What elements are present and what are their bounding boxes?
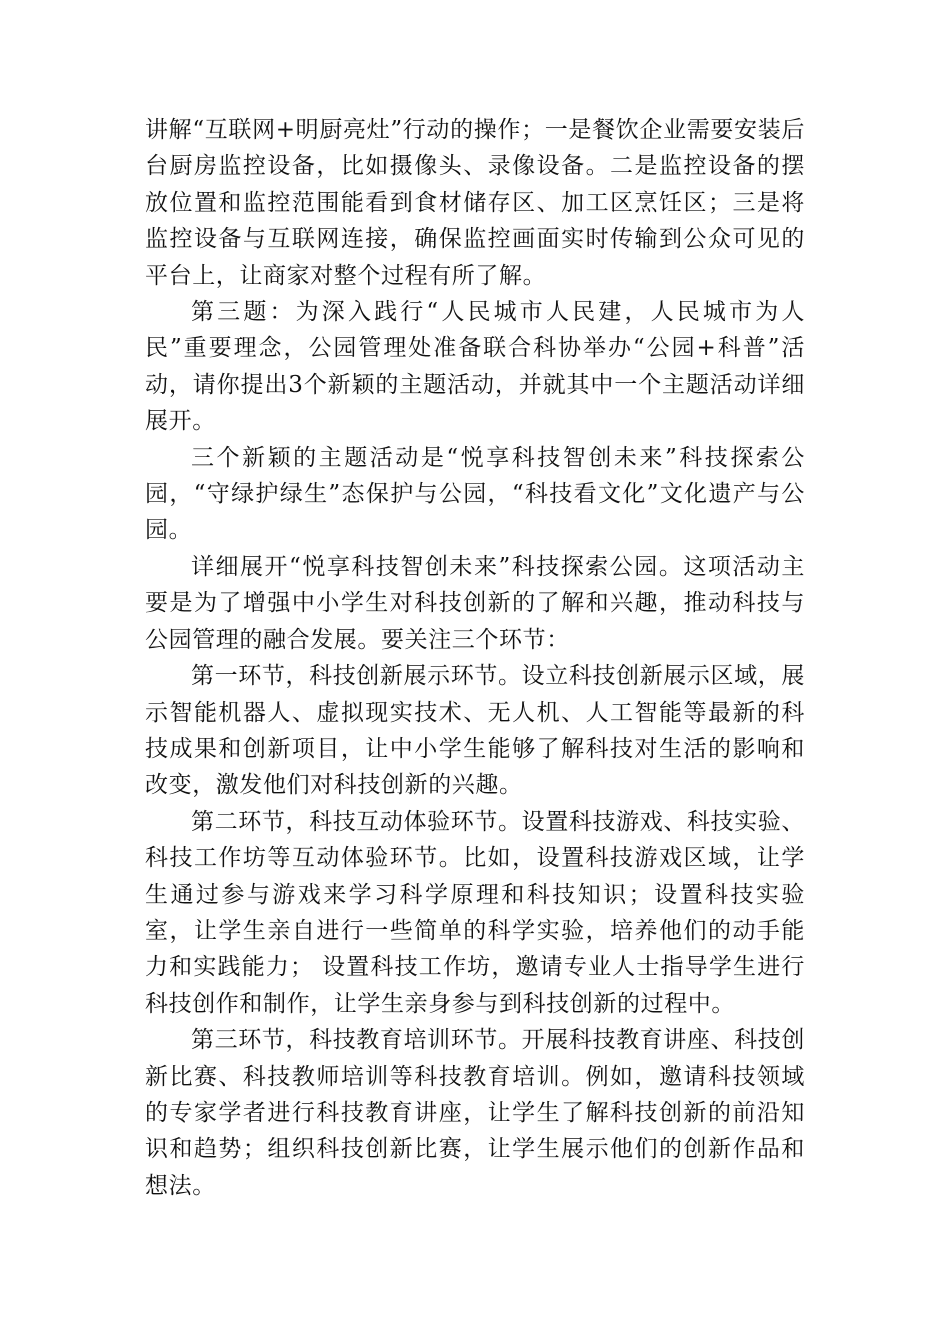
paragraph-stage-one: 第一环节，科技创新展示环节。设立科技创新展示区域，展示智能机器人、虚拟现实技术、无人机、人工智能等最新的科技成果和创新项目，让中小学生能够了解科技对生活的影响和改变，激发他们对科技创新的兴趣。	[145, 663, 805, 799]
paragraph-question-three: 第三题：为深入践行“人民城市人民建，人民城市为人民”重要理念，公园管理处准备联合科协举办“公园+科普”活动，请你提出3个新颖的主题活动，并就其中一个主题活动详细展开。	[145, 299, 805, 435]
paragraph-stage-three: 第三环节，科技教育培训环节。开展科技教育讲座、科技创新比赛、科技教师培训等科技教育培训。例如，邀请科技领域的专家学者进行科技教育讲座，让学生了解科技创新的前沿知识和趋势；组织科技创新比赛，让学生展示他们的创新作品和想法。	[145, 1027, 805, 1199]
document-body	[145, 112, 805, 1204]
paragraph-three-themes: 三个新颖的主题活动是“悦享科技智创未来”科技探索公园，“守绿护绿生”态保护与公园，“科技看文化”文化遗产与公园。	[145, 444, 805, 544]
paragraph-stage-two: 第二环节，科技互动体验环节。设置科技游戏、科技实验、科技工作坊等互动体验环节。比如，设置科技游戏区域，让学生通过参与游戏来学习科学原理和科技知识；设置科技实验室，让学生亲自进行一些简单的科学实验，培养他们的动手能力和实践能力； 设置科技工作坊，邀请专业人士指导学生进行科技创作和制作，让学生亲身参与到科技创新的过程中。	[145, 808, 805, 1017]
paragraph-continuation: 讲解“互联网+明厨亮灶”行动的操作；一是餐饮企业需要安装后台厨房监控设备，比如摄像头、录像设备。二是监控设备的摆放位置和监控范围能看到食材储存区、加工区烹饪区；三是将监控设备与互联网连接，确保监控画面实时传输到公众可见的平台上，让商家对整个过程有所了解。	[145, 117, 805, 289]
paragraph-detail-intro: 详细展开“悦享科技智创未来”科技探索公园。这项活动主要是为了增强中小学生对科技创新的了解和兴趣，推动科技与公园管理的融合发展。要关注三个环节：	[145, 553, 805, 653]
